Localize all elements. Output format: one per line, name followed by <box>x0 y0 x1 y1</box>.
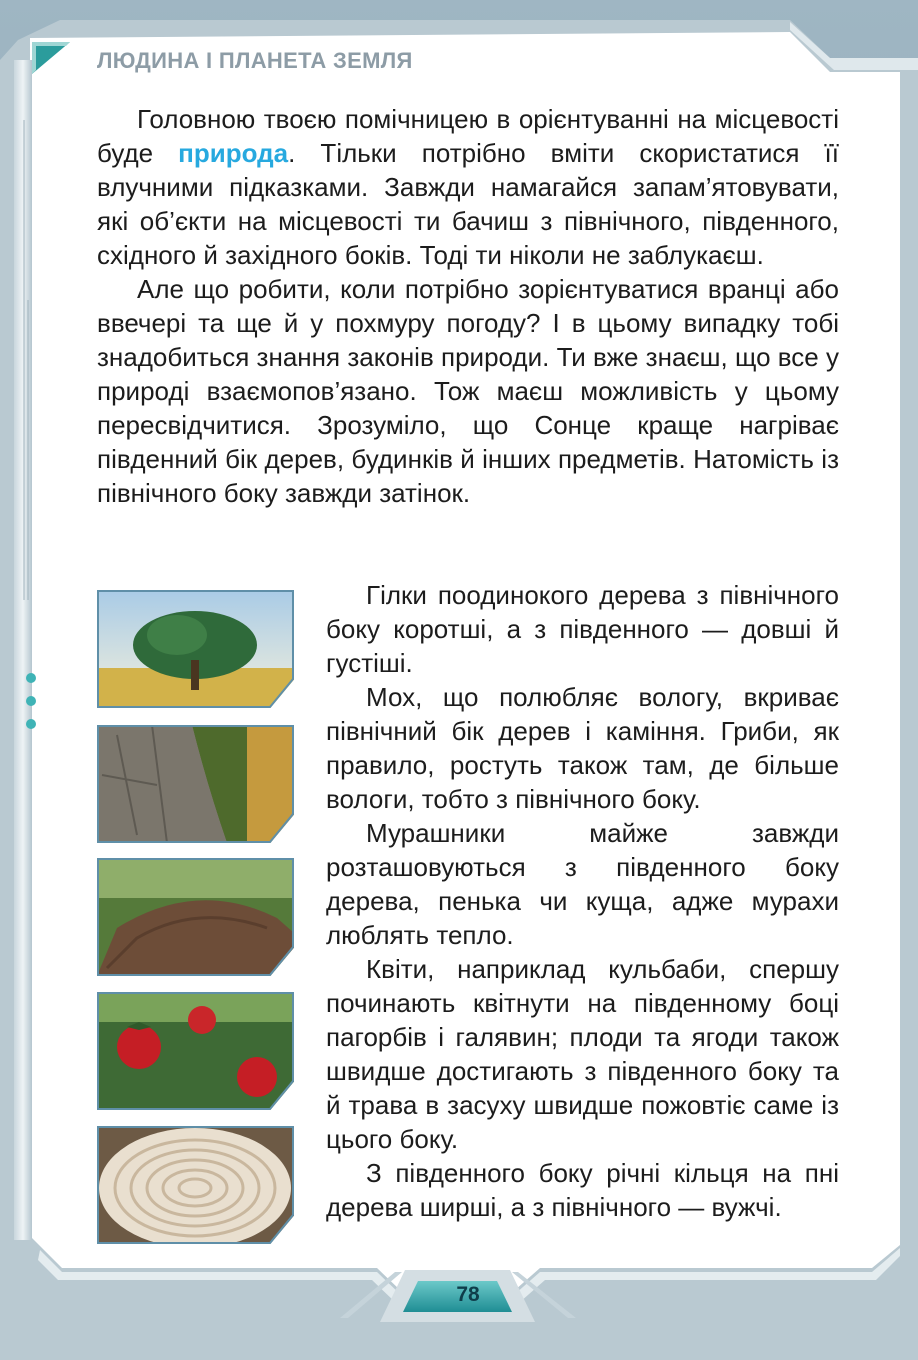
photo-border <box>97 725 294 843</box>
sign-moss: Мох, що полюбляє вологу, вкриває північний бік дерев і каміння. Гриби, як правило, ростуть також там, де більше вологи, тобто з північного боку. <box>326 682 839 814</box>
photo-border <box>97 992 294 1110</box>
main-text <box>97 102 839 510</box>
sign-tree-rings: З південного боку річні кільця на пні дерева ширші, а з північного — вужчі. <box>326 1158 839 1222</box>
running-head: ЛЮДИНА І ПЛАНЕТА ЗЕМЛЯ <box>97 48 413 73</box>
paragraph-question: Але що робити, коли потрібно зорієнтуватися вранці або ввечері та ще й у похмуру погоду? І в цьому випадку тобі знадобиться знання законів природи. Ти вже знаєш, що все у природі взаємопов’язано. Тож маєш можливість у цьому пересвідчитися. Зрозуміло, що Сонце краще нагріває південний бік дерев, будинків й інших предметів. Натомість із північного боку завжди затінок. <box>97 274 839 508</box>
photo-border <box>97 1126 294 1244</box>
keyword-nature: природа <box>178 138 289 168</box>
photo-border <box>97 858 294 976</box>
sign-anthill: Мурашники майже завжди розташовуються з південного боку дерева, пенька чи куща, адже мурахи люблять тепло. <box>326 818 839 950</box>
sign-tree-branches: Гілки поодинокого дерева з північного боку коротші, а з південного — довші й густіші. <box>326 580 839 678</box>
intro-text-start: Головною твоєю помічницею в орієнтуванні на місцевості буде <box>97 104 839 168</box>
intro-text-end: . Тільки потрібно вміти скористатися її влучними підказками. Завжди намагайся запам’ятовувати, які об’єкти на місцевості ти бачиш з північного, південного, східного й західного боків. Тоді ти ніколи не заблукаєш. <box>97 138 839 270</box>
nature-signs-text <box>326 578 839 1224</box>
page-number: 78 <box>456 1283 480 1306</box>
sign-flowers: Квіти, наприклад кульбаби, спершу починають квітнути на південному боці пагорбів і галявин; плоди та ягоди також швидше достигають з південного боку та й трава в засуху швидше пожовтіє саме із цього боку. <box>326 954 839 1154</box>
paragraph-intro <box>97 102 839 272</box>
photo-border <box>97 590 294 708</box>
